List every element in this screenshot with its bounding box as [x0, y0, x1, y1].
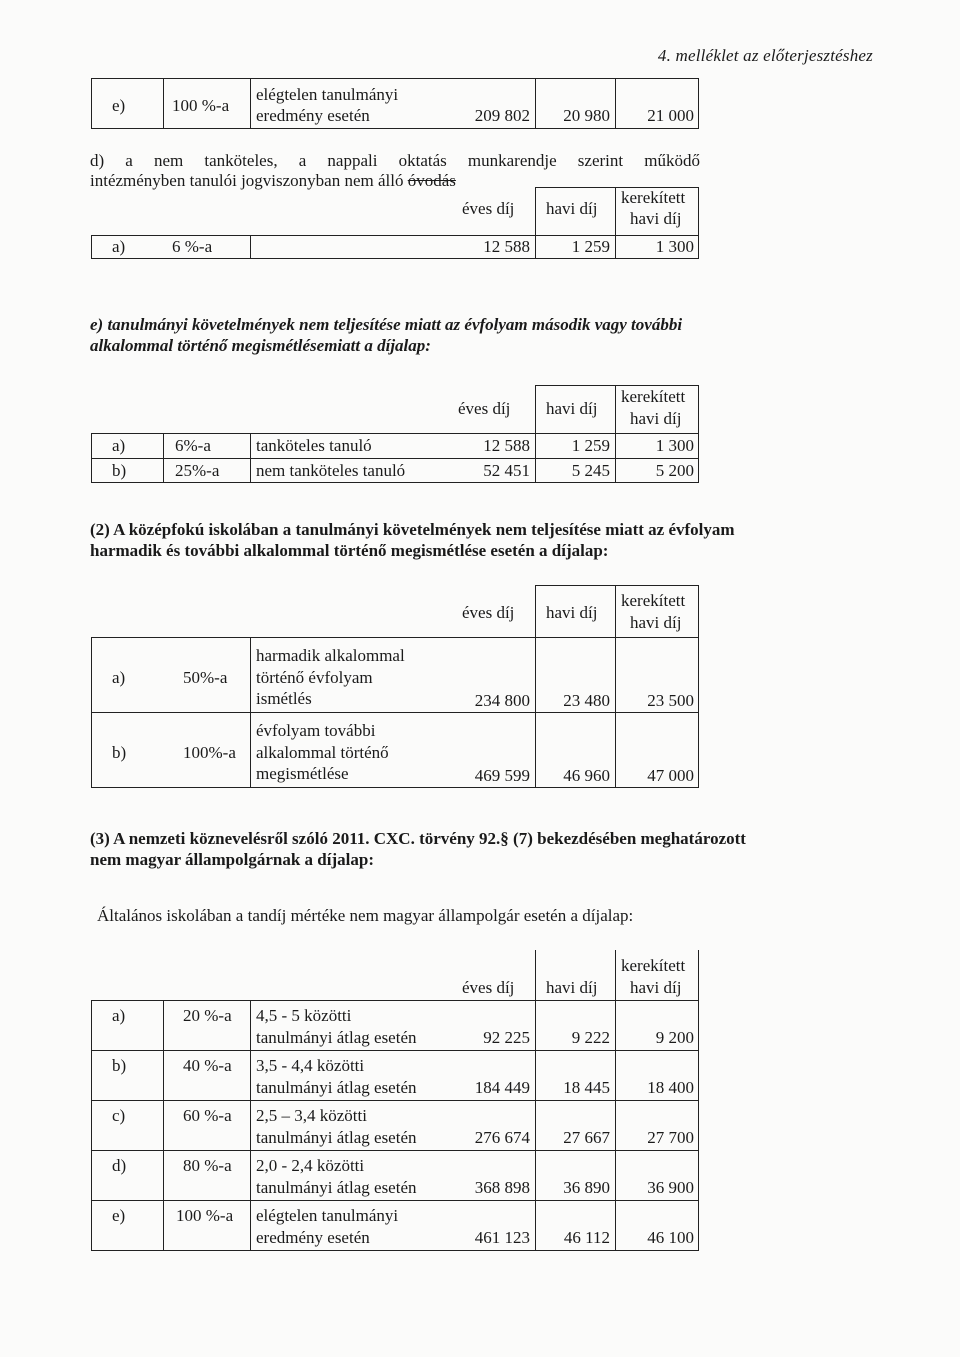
eves-dij-value: 276 674	[474, 1128, 530, 1147]
header-havi-dij: havi díj	[546, 199, 598, 218]
section-2-line2: harmadik és további alkalommal történő megismétlése esetén a díjalap:	[90, 541, 609, 560]
havi-dij-value: 1 259	[571, 436, 610, 455]
havi-dij-value: 46 112	[563, 1228, 610, 1247]
section-d-line1: d) a nem tanköteles, a nappali oktatás munkarendje szerint működő	[90, 151, 700, 170]
table-border	[91, 787, 699, 788]
kerekitett-value: 5 200	[655, 461, 694, 480]
row-letter: b)	[112, 1056, 127, 1075]
table-border	[698, 585, 699, 788]
table-border	[91, 78, 699, 79]
row-desc: tanköteles tanuló	[256, 436, 372, 455]
kerekitett-value: 27 700	[647, 1128, 694, 1147]
section-e-line1: e) tanulmányi követelmények nem teljesítése miatt az évfolyam második vagy további	[90, 315, 683, 334]
row-percent: 40 %-a	[183, 1056, 232, 1075]
header-kerekitett: kerekített	[621, 956, 686, 975]
table-border	[698, 187, 699, 259]
table-border	[91, 1150, 699, 1151]
eves-dij-value: 12 588	[483, 237, 530, 256]
row-percent: 20 %-a	[183, 1006, 232, 1025]
table-border	[91, 1050, 699, 1051]
section-3-line1: (3) A nemzeti köznevelésről szóló 2011. CXC. törvény 92.§ (7) bekezdésében meghatározott	[90, 829, 746, 848]
havi-dij-value: 5 245	[571, 461, 610, 480]
havi-dij-value: 36 890	[563, 1178, 610, 1197]
row-desc: nem tanköteles tanuló	[256, 461, 406, 480]
row-desc-line2: tanulmányi átlag esetén	[256, 1078, 417, 1097]
section-d-line2-text: intézményben tanulói jogviszonyban nem álló	[90, 171, 404, 190]
table-border	[250, 637, 251, 788]
row-percent: 80 %-a	[183, 1156, 232, 1175]
table-border	[91, 235, 92, 259]
eves-dij-value: 52 451	[483, 461, 530, 480]
section-d-struck-word: óvodás	[407, 171, 456, 190]
table-border	[91, 637, 699, 638]
header-eves-dij: éves díj	[458, 399, 511, 418]
header-kerekitett-havi: havi díj	[630, 978, 682, 997]
section-3-intro: Általános iskolában a tandíj mértéke nem magyar állampolgár esetén a díjalap:	[97, 906, 634, 925]
header-eves-dij: éves díj	[462, 199, 515, 218]
row-letter: a)	[112, 237, 126, 256]
table-border	[163, 433, 164, 483]
table-border	[698, 385, 699, 483]
row-desc-line3: megismétlése	[256, 764, 349, 783]
table-border	[91, 712, 699, 713]
header-kerekitett-havi: havi díj	[630, 209, 682, 228]
section-d-line2	[90, 170, 456, 191]
table-border	[698, 950, 699, 1251]
row-letter: e)	[112, 1206, 126, 1225]
header-eves-dij: éves díj	[462, 603, 515, 622]
row-percent: 6%-a	[175, 436, 211, 455]
eves-dij-value: 12 588	[483, 436, 530, 455]
table-border	[91, 258, 699, 259]
row-letter: a)	[112, 668, 126, 687]
table-border	[535, 585, 536, 788]
table-border	[91, 637, 92, 788]
table-border	[91, 1100, 699, 1101]
row-desc-line1: elégtelen tanulmányi	[256, 85, 399, 104]
havi-dij-value: 23 480	[563, 691, 610, 710]
table-border	[250, 1000, 251, 1251]
eves-dij-value: 209 802	[474, 106, 530, 125]
table-border	[91, 1000, 699, 1001]
eves-dij-value: 461 123	[474, 1228, 530, 1247]
kerekitett-value: 21 000	[647, 106, 694, 125]
kerekitett-value: 46 100	[647, 1228, 694, 1247]
table-border	[91, 1000, 92, 1251]
table-border	[91, 433, 699, 434]
row-percent: 60 %-a	[183, 1106, 232, 1125]
row-desc-line1: 2,5 – 3,4 közötti	[256, 1106, 367, 1125]
table-border	[535, 585, 699, 586]
table-border	[615, 950, 616, 1251]
kerekitett-value: 47 000	[647, 766, 694, 785]
table-border	[250, 433, 251, 483]
header-kerekitett: kerekített	[621, 387, 686, 406]
table-border	[91, 433, 92, 483]
section-3-line2: nem magyar állampolgárnak a díjalap:	[90, 850, 374, 869]
table-border	[91, 482, 699, 483]
row-desc-line2: tanulmányi átlag esetén	[256, 1028, 417, 1047]
kerekitett-value: 18 400	[647, 1078, 694, 1097]
row-desc-line2: eredmény esetén	[256, 1228, 370, 1247]
section-2-line1: (2) A középfokú iskolában a tanulmányi követelmények nem teljesítése miatt az évfolyam	[90, 520, 735, 539]
row-letter: a)	[112, 1006, 126, 1025]
kerekitett-value: 9 200	[655, 1028, 694, 1047]
row-desc-line2: tanulmányi átlag esetén	[256, 1178, 417, 1197]
havi-dij-value: 18 445	[563, 1078, 610, 1097]
table-border	[250, 235, 251, 259]
table-border	[615, 585, 616, 788]
eves-dij-value: 184 449	[474, 1078, 530, 1097]
row-desc-line1: 2,0 - 2,4 közötti	[256, 1156, 365, 1175]
section-e-line2: alkalommal történő megismétlésemiatt a díjalap:	[90, 336, 431, 355]
header-kerekitett-havi: havi díj	[630, 409, 682, 428]
row-desc-line1: 4,5 - 5 közötti	[256, 1006, 352, 1025]
table-border	[163, 1000, 164, 1251]
table-border	[91, 78, 92, 129]
row-desc-line1: harmadik alkalommal	[256, 646, 405, 665]
kerekitett-value: 1 300	[655, 436, 694, 455]
havi-dij-value: 46 960	[563, 766, 610, 785]
header-havi-dij: havi díj	[546, 978, 598, 997]
table-border	[91, 128, 699, 129]
row-desc-line1: elégtelen tanulmányi	[256, 1206, 399, 1225]
havi-dij-value: 1 259	[571, 237, 610, 256]
row-percent: 6 %-a	[172, 237, 213, 256]
row-desc-line2: történő évfolyam	[256, 668, 373, 687]
eves-dij-value: 368 898	[474, 1178, 530, 1197]
row-percent: 25%-a	[175, 461, 220, 480]
kerekitett-value: 23 500	[647, 691, 694, 710]
row-letter: a)	[112, 436, 126, 455]
header-kerekitett: kerekített	[621, 591, 686, 610]
row-desc-line3: ismétlés	[256, 689, 312, 708]
row-desc-line2: alkalommal történő	[256, 743, 389, 762]
row-percent: 100%-a	[183, 743, 236, 762]
kerekitett-value: 36 900	[647, 1178, 694, 1197]
header-havi-dij: havi díj	[546, 399, 598, 418]
row-desc-line1: 3,5 - 4,4 közötti	[256, 1056, 365, 1075]
table-border	[163, 78, 164, 129]
row-letter: b)	[112, 461, 127, 480]
havi-dij-value: 20 980	[563, 106, 610, 125]
table-border	[535, 950, 536, 1251]
havi-dij-value: 27 667	[563, 1128, 610, 1147]
row-desc-line2: tanulmányi átlag esetén	[256, 1128, 417, 1147]
header-eves-dij: éves díj	[462, 978, 515, 997]
havi-dij-value: 9 222	[571, 1028, 610, 1047]
row-desc-line2: eredmény esetén	[256, 106, 370, 125]
table-border	[91, 1200, 699, 1201]
header-havi-dij: havi díj	[546, 603, 598, 622]
row-letter: c)	[112, 1106, 126, 1125]
row-percent: 100 %-a	[172, 96, 230, 115]
row-letter: b)	[112, 743, 127, 762]
eves-dij-value: 92 225	[483, 1028, 530, 1047]
table-border	[250, 78, 251, 129]
header-kerekitett: kerekített	[621, 188, 686, 207]
row-percent: 100 %-a	[176, 1206, 234, 1225]
table-border	[698, 78, 699, 129]
table-border	[91, 458, 699, 459]
row-percent: 50%-a	[183, 668, 228, 687]
row-desc-line1: évfolyam további	[256, 721, 376, 740]
kerekitett-value: 1 300	[655, 237, 694, 256]
eves-dij-value: 234 800	[474, 691, 530, 710]
row-letter: e)	[112, 96, 126, 115]
row-letter: d)	[112, 1156, 127, 1175]
table-border	[91, 1250, 699, 1251]
annex-note: 4. melléklet az előterjesztéshez	[657, 46, 873, 65]
header-kerekitett-havi: havi díj	[630, 613, 682, 632]
eves-dij-value: 469 599	[474, 766, 530, 785]
